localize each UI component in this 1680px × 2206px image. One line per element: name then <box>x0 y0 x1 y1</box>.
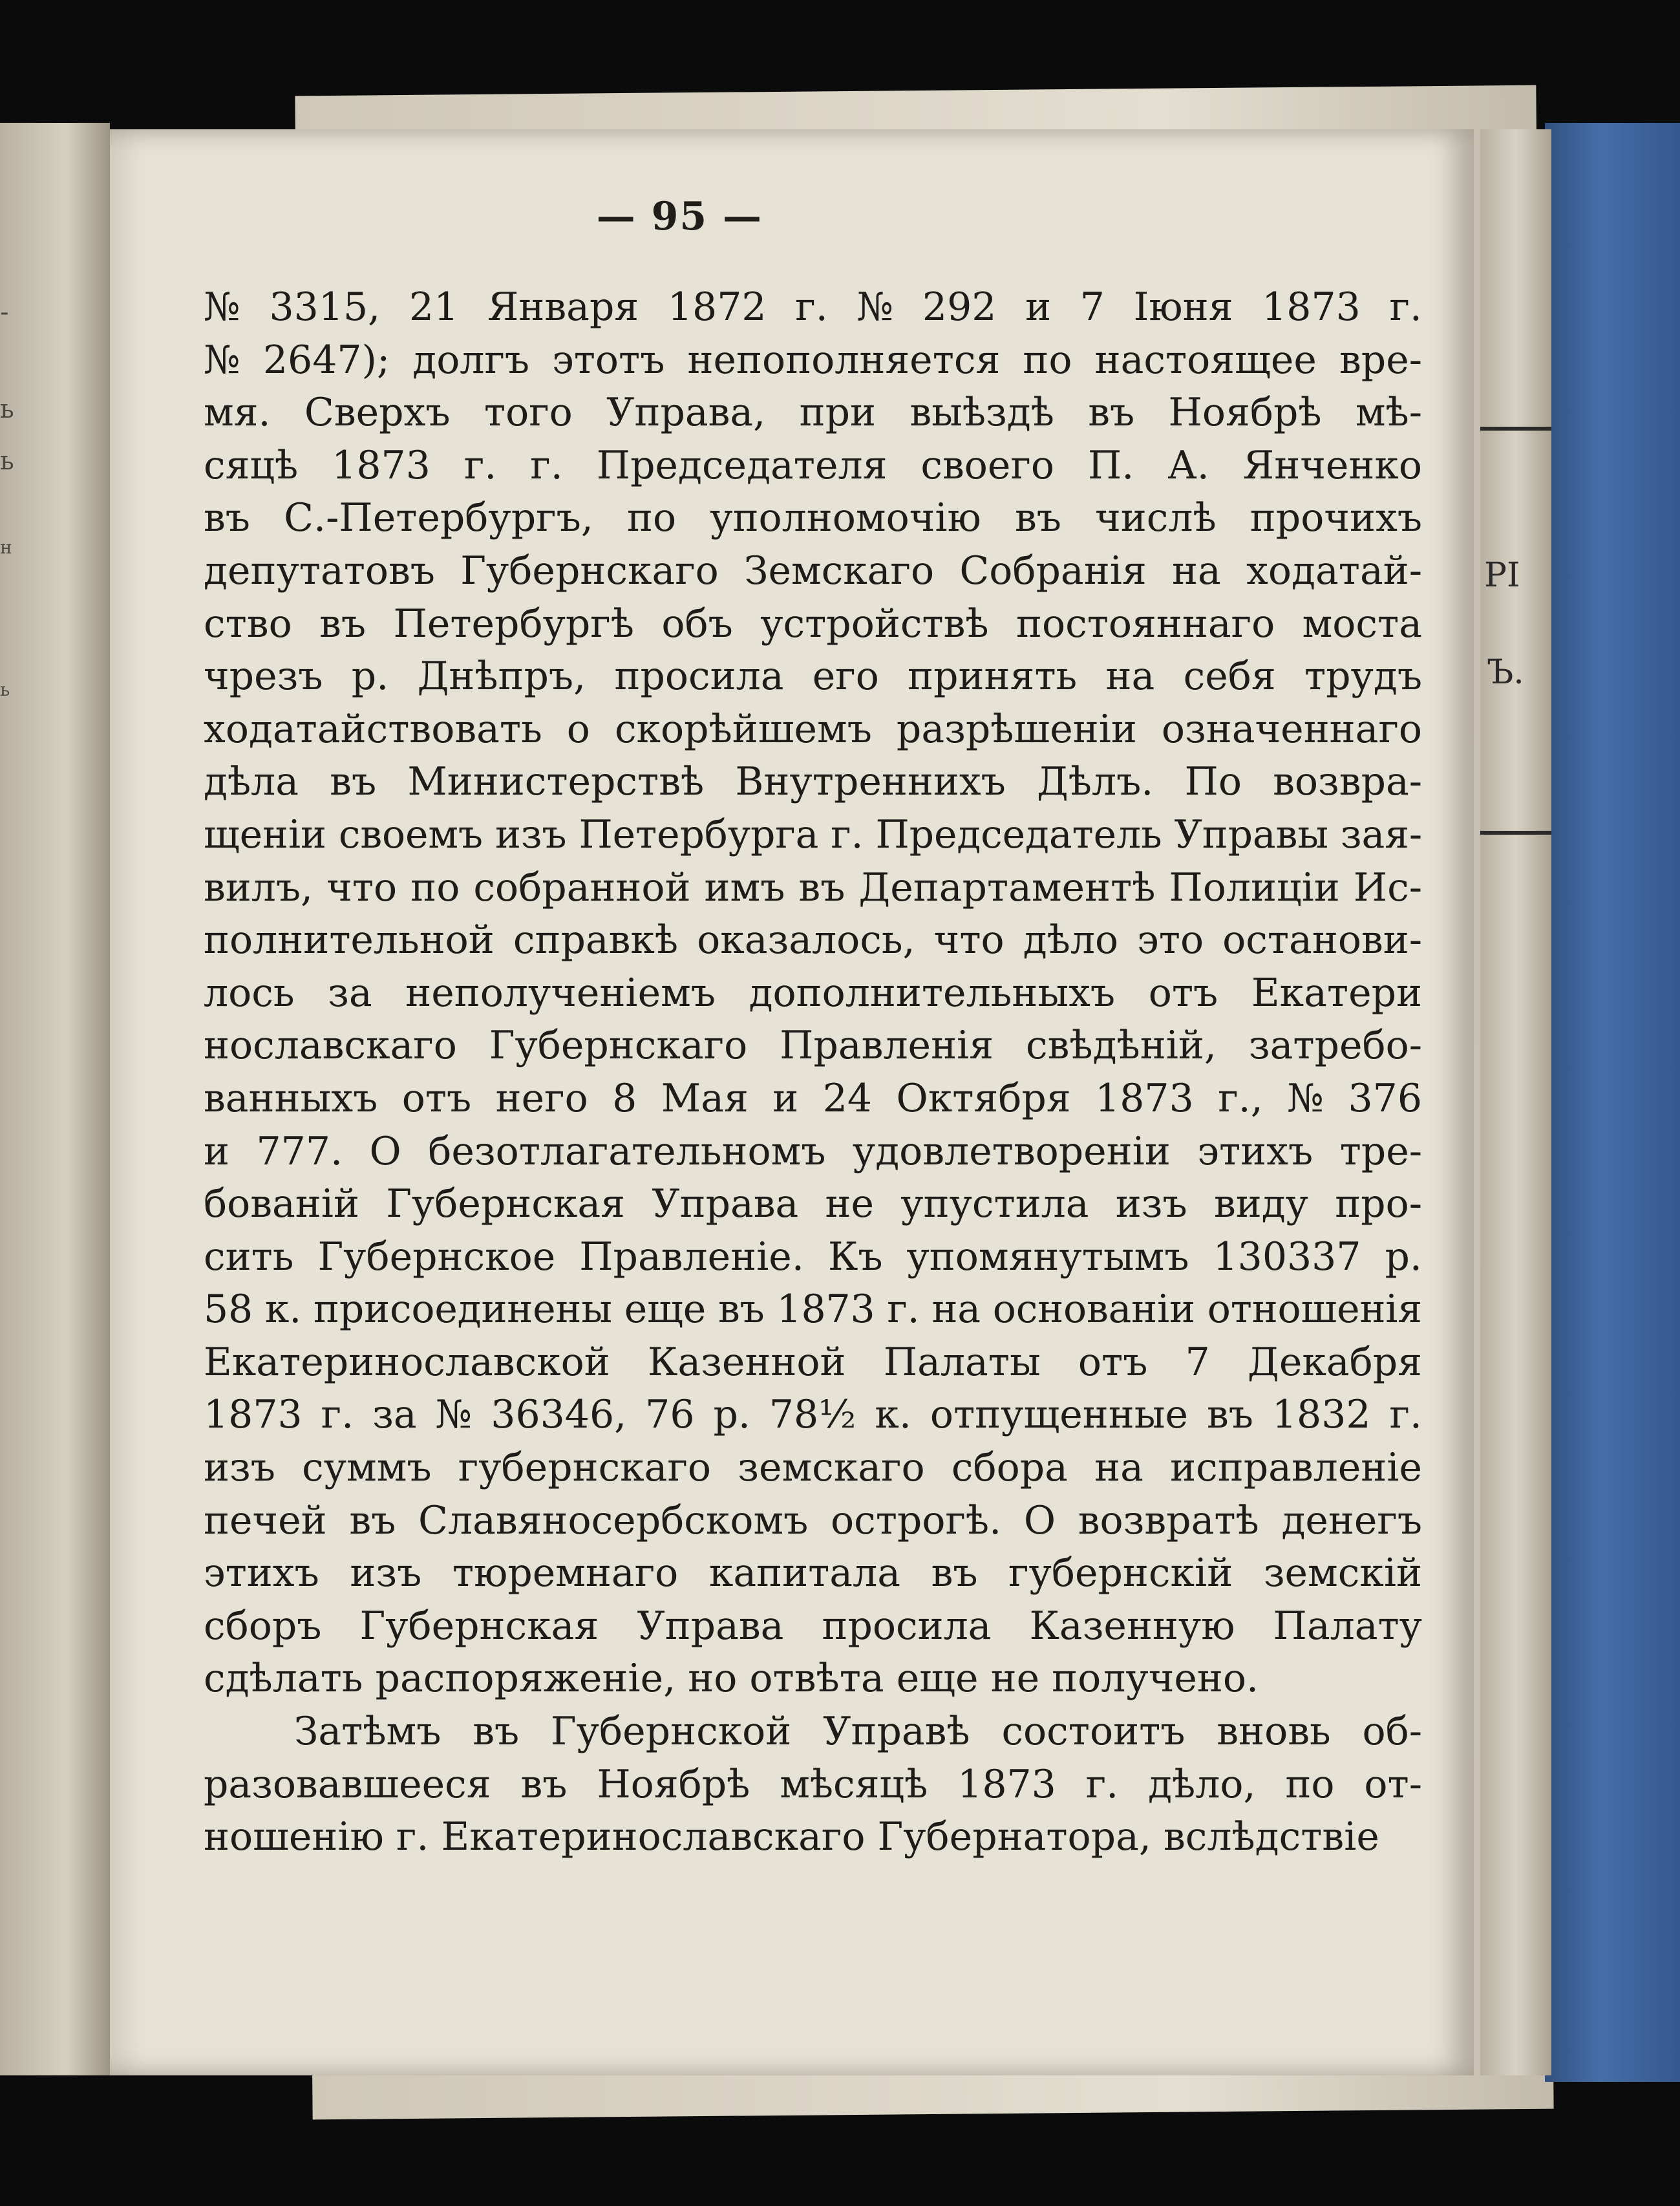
text-line: ство въ Петербургѣ объ устройствѣ постояннаго моста <box>204 601 1422 647</box>
text-line: дѣла въ Министерствѣ Внутреннихъ Дѣлъ. По возвра- <box>204 759 1422 805</box>
page <box>110 129 1474 2075</box>
body-text <box>204 281 1422 1864</box>
text-line: сяцѣ 1873 г. г. Председателя своего П. А. Янченко <box>204 442 1422 488</box>
text-line: щеніи своемъ изъ Петербурга г. Председатель Управы зая- <box>204 811 1422 857</box>
left-page-edge <box>0 123 110 2075</box>
text-line: сдѣлать распоряженіе, но отвѣта еще не получено. <box>204 1656 1259 1702</box>
text-line: ванныхъ отъ него 8 Мая и 24 Октября 1873 г., № 376 <box>204 1075 1422 1121</box>
text-line: 1873 г. за № 36346, 76 р. 78½ к. отпущенные въ 1832 г. <box>204 1392 1422 1438</box>
left-page-fragment: ь <box>0 679 10 700</box>
text-line: ношенію г. Екатеринославскаго Губернатора, вслѣдствіе <box>204 1814 1379 1860</box>
text-line: № 3315, 21 Января 1872 г. № 292 и 7 Іюня 1873 г. <box>204 284 1422 330</box>
text-line: сить Губернское Правленіе. Къ упомянутымъ 130337 р. <box>204 1234 1422 1280</box>
text-line: и 777. О безотлагательномъ удовлетвореніи этихъ тре- <box>204 1128 1422 1174</box>
right-page-rule <box>1480 831 1551 835</box>
text-line: въ С.-Петербургъ, по уполномочію въ числѣ прочихъ <box>204 495 1422 541</box>
left-page-fragment: н <box>0 537 12 558</box>
left-page-fragment: - <box>0 297 9 327</box>
text-line: полнительной справкѣ оказалось, что дѣло это останови- <box>204 917 1422 963</box>
book-cover <box>1545 123 1680 2082</box>
text-line: мя. Сверхъ того Управа, при выѣздѣ въ Ноябрѣ мѣ- <box>204 390 1422 436</box>
text-line: этихъ изъ тюремнаго капитала въ губернскій земскій <box>204 1550 1422 1596</box>
page-number: — 95 — <box>596 194 763 239</box>
right-page-edge <box>1480 129 1551 2075</box>
text-line: лось за неполученіемъ дополнительныхъ отъ Екатери <box>204 970 1422 1016</box>
text-line: чрезъ р. Днѣпръ, просила его принять на себя трудъ <box>204 654 1422 700</box>
text-line: Екатеринославской Казенной Палаты отъ 7 Декабря <box>204 1339 1422 1385</box>
text-line: печей въ Славяносербскомъ острогѣ. О возвратѣ денегъ <box>204 1497 1422 1543</box>
text-line: вилъ, что по собранной имъ въ Департаментѣ Полиціи Ис- <box>204 864 1422 910</box>
left-page-fragment: ь <box>0 394 14 424</box>
right-page-fragment: РІ <box>1484 556 1520 595</box>
text-line: Затѣмъ въ Губернской Управѣ состоитъ вновь об- <box>294 1709 1422 1755</box>
text-line: сборъ Губернская Управа просила Казенную Палату <box>204 1603 1422 1649</box>
text-line: 58 к. присоединены еще въ 1873 г. на основаніи отношенія <box>204 1287 1422 1333</box>
right-page-rule <box>1480 427 1551 431</box>
text-line: ходатайствовать о скорѣйшемъ разрѣшеніи означеннаго <box>204 706 1422 752</box>
text-line: разовавшееся въ Ноябрѣ мѣсяцѣ 1873 г. дѣло, по от- <box>204 1761 1422 1807</box>
text-line: № 2647); долгъ этотъ непополняется по настоящее вре- <box>204 337 1422 383</box>
right-page-fragment: Ъ. <box>1487 653 1524 692</box>
text-line: бованій Губернская Управа не упустила изъ виду про- <box>204 1181 1422 1227</box>
left-page-fragment: ь <box>0 446 14 476</box>
text-line: изъ суммъ губернскаго земскаго сбора на исправленіе <box>204 1445 1422 1491</box>
text-line: депутатовъ Губернскаго Земскаго Собранія на ходатай- <box>204 548 1422 594</box>
text-line: нославскаго Губернскаго Правленія свѣдѣній, затребо- <box>204 1023 1422 1069</box>
